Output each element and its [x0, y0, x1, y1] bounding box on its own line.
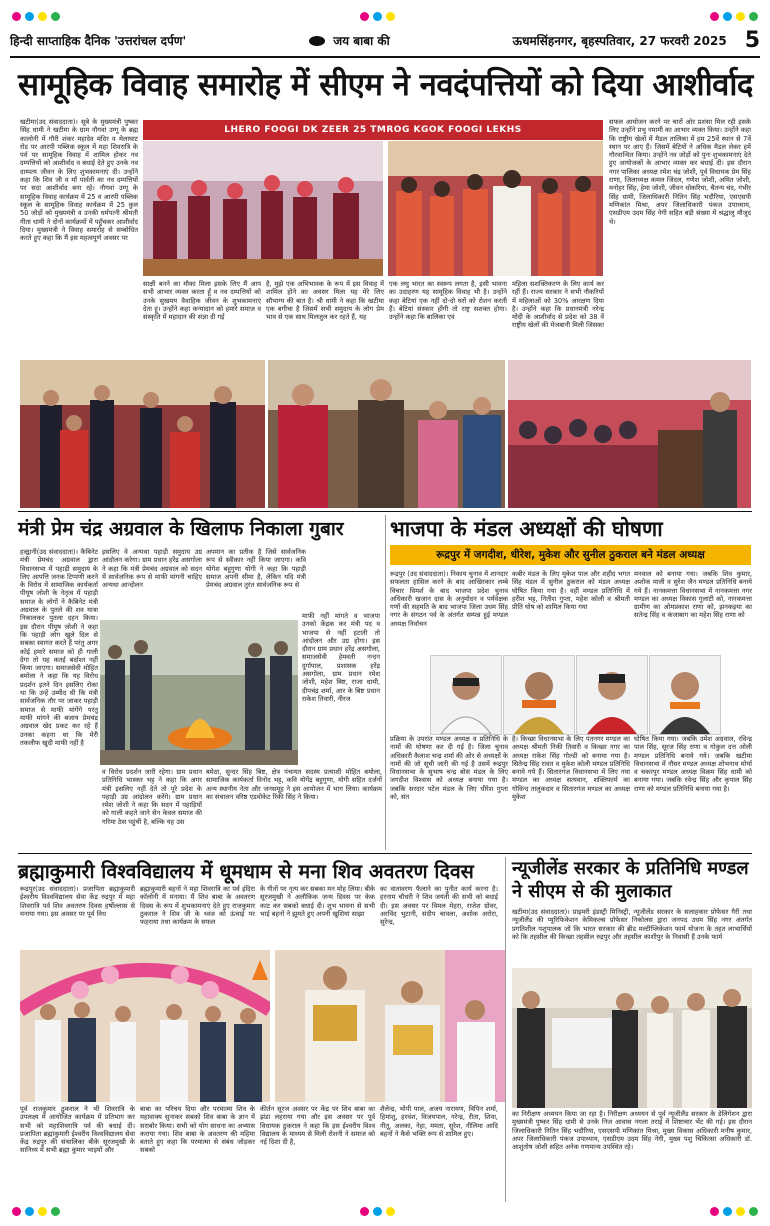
- story1-photo-banner: LHERO FOOGI DK ZEER 25 TMROG KGOK FOOGI LEKHS: [143, 120, 603, 140]
- logo-icon: [309, 36, 325, 46]
- story2-column-1: हल्द्वानी(उद संवाददाता)। कैबिनेट मंत्री प्रेमचंद अग्रवाल द्वारा विधानसभा में पहाड़ी समुदाय के लिए आपत्ति जनक टिप्पणी करने के विरोध में सामाजिक कार्यकर्ता पीयूष जोशी के नेतृत्व में पहाड़ी समाज के लोगों ने कैबिनेट मंत्री अग्रवाल के पुतले की शव यात्रा निकालकर पुतला दहन किया। इस दौरान पीयूष जोशी ने कहा कि पहाड़ी लोग खुले दिल से सबका स्वागत करते हैं परंतु अगर कोई हमारे समाज को ही गाली देगा तो यह कतई बर्दाश्त नहीं किया जाएगा। समाजसेवी मोहित बमोला ने कहा कि यह विरोध प्रदर्शन इतने दिन इसलिए रोका था कि उन्हें उम्मीद थी कि मंत्री सार्वजनिक तौर पर जाकर पहाड़ी समाज से माफी मांगेंगे परंतु माफी मांगने की बजाय प्रेमचंद्र अग्रवाल खेद प्रकट कर रहे हैं उनका कहना था कि मेरी तकलीफ खुदी माफी नहीं है: [20, 548, 98, 747]
- story4-column-3: के गीतों पर नृत्य कर सबका मन मोह लिया। बीके सूरजमुखी ने अलौकिक जन्म दिवस पर केक काट कर सबको बधाई दी। शुभ भावना से सभी भाई बहनों ने झूमते हुए अपनी खुशियां साझा: [260, 885, 375, 918]
- yellow-dot: [38, 1207, 47, 1216]
- newzealand-delegation-photo: [512, 968, 752, 1108]
- story1-headline: सामूहिक विवाह समारोह में सीएम ने नवदंपत्तियों को दिया आशीर्वाद: [18, 67, 753, 103]
- cyan-dot: [723, 1207, 732, 1216]
- magenta-dot: [360, 1207, 369, 1216]
- story2-column-3b: माफी नहीं मांगते व भाजपा उनको केंद्रक कर मंत्री पद व भाजपा से नहीं हटाती तो आंदोलन और उग्र होगा। इस दौरान ग्राम प्रधान हरेंद्र असगोला, समाजसेवी हेमवती नन्दन दुर्गापाल, प्रशासक हरेंद्र असगोला, ग्राम प्रधान रमेश जोशी, महेश बिष्ट, राजा धामी, दीपचंद्र शर्मा, आर के बिष्ट प्रधान राकेश तिवारी, नीरज: [302, 612, 380, 703]
- section-divider-1: [18, 511, 752, 512]
- color-registration-dots-bottom-center: [360, 1207, 395, 1216]
- wedding-photo-left: [143, 141, 383, 276]
- yellow-dot: [736, 1207, 745, 1216]
- color-registration-dots-top-center: [360, 12, 395, 21]
- page-number: 5: [744, 27, 760, 53]
- story2-headline: मंत्री प्रेम चंद्र अग्रवाल के खिलाफ निकाला गुबार: [18, 518, 344, 540]
- story1-column-1: खटीमा(उद संवाददाता)। सूबे के मुख्यमंत्री पुष्कर सिंह धामी ने खटीमा के ग्राम नौगवां उग्गू के ब्रह्म कालोनी में गौरी शंकर महादेव मंदिर व मेलाघाट रोड पर आरपी पब्लिक स्कूल में महा शिवरात्रि के पर्व पर सामूहिक विवाह में शामिल होकर नव दम्पत्तियों को आशीर्वाद व बधाई देते हुए उनके नव दाम्पत्य जीवन के लिए शुभकामनाएं दी। उन्होंने कहा कि शिव जी व माँ पार्वती का नव दम्पत्तियों पर सदा आशीर्वाद बना रहे। नौगवां उग्गू के सामूहिक विवाह कार्यक्रम में 25 व आरपी पब्लिक स्कूल के सामूहिक विवाह कार्यक्रम में 25 कुल 50 जोड़ों को मुख्यमंत्री व उनकी धर्मपत्नी श्रीमती गीता धामी ने दोनों कार्यक्रमों में पहुँचकर आशीर्वाद दिया। मुख्यमंत्री ने विवाह समारोह से सम्बोधित करते हुए कहा कि मैं इस महत्वपूर्ण अवसर पर: [20, 118, 138, 243]
- story1-column-5: महिला सशक्तिकरण के लिए कार्य कर रहीं हैं। राज्य सरकार ने सभी नौकरियों में महिलाओं को 30% आरक्षण दिया है। उन्होंने कहा कि प्रधानमंत्री नरेन्द्र मोदी के आशीर्वाद से प्रदेश को 38 वें राष्ट्रीय खेलों की मेजबानी मिली जिसका: [512, 280, 604, 330]
- story2-column-3: अपमान का प्रतीक है जिसे सार्वजनिक रूप से स्वीकार नहीं किया जाएगा। कवि योगेश बहुगुणा योगी ने कहा कि पहाड़ी समाज अपनी सीमा है, लेकिन यदि मंत्री प्रेमचंद अग्रवाल तुरंत सार्वजनिक रूप से: [206, 548, 306, 590]
- masthead-slogan: जय बाबा की: [333, 33, 390, 48]
- story3-headline: भाजपा के मंडल अध्यक्षों की घोषणा: [390, 517, 663, 541]
- story5-column-2: का निरीक्षण अध्ययन किया जा रहा है। निरीक्षण अध्ययन से पूर्व न्यूजीलैंड सरकार के डेलिगेशन द्वारा मुख्यमंत्री पुष्कर सिंह धामी से उनके निज आवास नगला तराई में शिष्टाचार भेंट की गई। इस दौरान जिलाधिकारी नितिन सिंह भदौरिया, एसएसपी मणिकांत मिश्रा, मुख्य विकास अधिकारी मनीष कुमार, अपर जिलाधिकारी पंकज उपाध्याय, एसडीएम उदम सिंह नेगी, मुख्य पशु चिकित्सा अधिकारी डॉ. आशुतोष जोशी सहित अनेक गणमान्य उपस्थित रहे।: [512, 1110, 752, 1152]
- masthead-center: [186, 32, 513, 49]
- color-registration-dots-bottom-left: [12, 1207, 60, 1216]
- cm-speech-photo: [508, 360, 751, 508]
- cyan-dot: [373, 12, 382, 21]
- effigy-protest-photo: [100, 620, 298, 765]
- cyan-dot: [25, 1207, 34, 1216]
- yellow-dot: [736, 12, 745, 21]
- cm-blessing-photo-2: [268, 360, 505, 508]
- story3-column-3: मनवाल को बनाया गया। जबकि शिव कुमार, अशोक माली व सुरेश जैन मण्डल प्रतिनिधि बनाये गये हैं। नानकमत्ता विधानसभा में नानकमत्ता नगर मण्डल का अध्यक्ष विकास गुलाटी को, नानकमत्ता ग्रामीण का ओमप्रकाश राणा को, झनकइया का सतेन्द्र सिंह व कंजाबाग का महेश सिंह राणा को: [634, 570, 752, 620]
- certificate-presentation-photo: [275, 950, 505, 1102]
- yellow-dot: [386, 1207, 395, 1216]
- story4-column-2: ब्रह्माकुमारी बहनों ने महा शिवरात्रि का पर्व इंदिरा कॉलोनी में मनाया। मैं शिव बाबा के अवतरण दिवस के रूप में शुभकामनाएं देते हुए राजकुमार ठुकराल ने शिव जी के ध्वज को ऊंचाई पर फहराया तथा कार्यक्रम के सफल: [140, 885, 255, 927]
- cm-blessing-photo-1: [20, 360, 265, 508]
- green-dot: [51, 12, 60, 21]
- color-registration-dots-top-left: [12, 12, 60, 21]
- cyan-dot: [25, 12, 34, 21]
- green-dot: [749, 12, 758, 21]
- mandal-president-portrait-4: [649, 655, 721, 735]
- story5-headline: न्यूजीलेंड सरकार के प्रतिनिधि मण्डल ने सीएम से की मुलाकात: [512, 858, 749, 902]
- green-dot: [749, 1207, 758, 1216]
- masthead-rule: [10, 56, 760, 58]
- story3-subhead: रूद्रपुर में जगदीश, धीरेश, मुकेश और सुनील ठुकराल बने मंडल अध्यक्ष: [390, 545, 751, 565]
- story1-column-4: एक लघु भारत का स्वरूप लगता है, इसी भावना का उदाहरण यह सामूहिक विवाह भी है। उन्होंने कहा बेटियां एक नहीं दो-दो घरों को रोशन करती हैं। बेटियां संस्कार होंगी तो राष्ट्र सशक्त होगा। उन्होंने कहा कि बालिका एवं: [389, 280, 507, 322]
- yellow-dot: [386, 12, 395, 21]
- masthead: [10, 28, 760, 52]
- shiv-jayanti-celebration-photo: [20, 950, 270, 1102]
- story2-column-3c: बमेठा, सुन्दर सिंह बिष्ट, क्षेत्र पंचायत सदस्य प्रत्याशी मोहित बमोला, सामाजिक कार्यकर्ता विनोद भट्ट, कवि योगेंद्र बहुगुणा, योगी सहित दर्जनों अन्य स्थानीय नेता और जनसमूह ने इस आयोजन में भाग लिया। कार्यक्रम का संचालन वरिष्ठ एडवोकेट रिंकी सिंह ने किया।: [206, 768, 382, 801]
- story4-column-1: रूद्रपुर(उद संवाददाता)। प्रजापिता ब्रह्माकुमारी ईश्वरीय विश्वविद्यालय सेवा केंद्र रुद्रपुर में महा शिवरात्रि पर्व शिव अवतरण दिवस हर्षोल्लास से मनाया गया। इस अवसर पर पूर्व विध: [20, 885, 135, 918]
- story2-column-2: इसलिए वे अन्यथा पहाड़ी समुदाय उग्र आंदोलन करेगा। ग्राम प्रधान हरेंद्र असगोला ने कहा कि मंत्री प्रेमचंद अग्रवाल को सदन में सार्वजनिक रूप से माफी मांगनी चाहिए अन्यथा आन्दोलन: [102, 548, 202, 590]
- mandal-president-portrait-2: [503, 655, 575, 735]
- green-dot: [51, 1207, 60, 1216]
- column-divider-2: [505, 857, 506, 1202]
- color-registration-dots-bottom-right: [710, 1207, 758, 1216]
- story4-column-3b: कीर्तन सूरज अवसर पर केंद्र पर शिव बाबा का झंडा लहराया गया और इस अवसर पर पूर्व विधायक ठुकराल ने कहा कि इस ईश्वरीय विश्व विद्यालय के माध्यम से मिली रोशनी ने समाज को नई दिशा दी है,: [260, 1105, 375, 1147]
- story4-column-2b: बाबा का परिचय दिया और परमात्मा शिव के महावाक्य सुनाकर सबको शिव बाबा के ज्ञान में सराबोर किया। सभी को योग साधना का अभ्यास कराया गया। शिव बाबा के अवतरण की महिमा बताते हुए कहा कि परमात्मा से संबंध जोड़कर सबको: [140, 1105, 255, 1155]
- yellow-dot: [38, 12, 47, 21]
- magenta-dot: [710, 12, 719, 21]
- magenta-dot: [12, 12, 21, 21]
- column-divider: [385, 515, 386, 850]
- mandal-president-portrait-3: [576, 655, 648, 735]
- story2-column-2b: व विरोध प्रदर्शन जारी रहेगा। ग्राम प्रधान प्रतिनिधि भास्कर भट्ट ने कहा कि अगर मंत्री इसलिए नहीं देते तो पूरे प्रदेश के पहाड़ी उग्र आंदोलन करेंगे। ग्राम प्रधान रमेश जोशी ने कहा कि सदन में पहाड़ियों को गाली कहते जाने सेन केवल समाज की गरिमा ठेस पहुंची है, बल्कि यह उस: [102, 768, 202, 826]
- masthead-title: हिन्दी साप्ताहिक दैनिक 'उत्तरांचल दर्पण': [10, 33, 187, 48]
- story1-column-2: साक्षी बनने का मौका मिला इसके लिए मैं आप सभी आभार व्यक्त करता हूँ व नव दम्पत्तियों को उनके सुखमय वैवाहिक जीवन के शुभकामनाएं देता हूं। उन्होंने कहा कन्यादान को हमारे समाज व संस्कृति में महादान की संज्ञा दी गई: [143, 280, 261, 322]
- story1-column-3: है, मुझे एक अभिभावक के रूप में इस विवाह में शामिल होने का अवसर मिला यह मेरे लिए सौभाग्य की बात है। श्री धामी ने कहा कि खटीमा एक बगीचा है जिसमें सभी समुदाय के लोग प्रेम भाव से एक साथ मिलजुल कर रहते हैं, यह: [266, 280, 384, 322]
- story4-headline: ब्रह्माकुमारी विश्वविद्यालय में धूमधाम से मना शिव अवतरण दिवस: [18, 860, 474, 883]
- magenta-dot: [12, 1207, 21, 1216]
- wedding-photo-right: [388, 141, 603, 276]
- section-divider-2: [18, 853, 752, 854]
- story5-column-1: खटीमा(उद संवाददाता)। प्राइमरी इंडस्ट्री मिनिस्ट्री, न्यूजीलेंड सरकार के सलाहकार प्रोफेसर गैरी तथा न्यूजीलैंड की प्यूरिफिकेशन केमिकल्स प्रोफेसर निकोलस द्वारा जनपद उधम सिंह नगर अंतर्गत प्रगतिशील पशुपालक जो कि भारत सरकार की ब्रीड मल्टीप्लिकेशन फार्म योजना के तहत लाभार्थियों को कि तहसील की किच्छा तहसील रुद्रपुर और तहसील काशीपुर के निवासी हैं उनके फार्म: [512, 908, 752, 941]
- story4-column-4b: शैलेन्द्र, भोपी पाल, अजय नारायण, विपिन शर्मा, हिमांशु, हरवंश, विजयपाल, नरेन्द्र, रीता, शिवा, नीतू, अलका, नेहा, ममता, सुरेश, नीलिमा आदि बहनों ने कैसे भक्ति रूप से शामिल हुए।: [380, 1105, 498, 1138]
- story1-column-6: सफल आयोजन करने पर चारों ओर प्रशंसा मिल रही इसके लिए उन्होंने प्रभु नमामी का आभार व्यक्त किया। उन्होंने कहा कि राष्ट्रीय खेलों में मैडल तालिका में हम 25वें स्थान से 7वें स्थान पर आए हैं। जिसमें बेटियों ने अधिक मैडल लेकर हमें गौरवान्वित किया। उन्होंने नव जोड़ों को पुनः शुभकामनाएं देते हुए आयोजकों के आभार व्यक्त कर बधाई दी। इस दौरान नगर पालिका अध्यक्ष रमेश चंद्र जोशी, पूर्व विधायक प्रेम सिंह राणा, जिलाध्यक्ष कमल जिंदल, गणेश जोशी, अमित जोशी, मनोहर सिंह, हेमा जोशी, जीवन धोकरिया, चैतन्य चंद, गंभीर सिंह धामी, जिलाधिकारी नितिन सिंह भदौरिया, एसएसपी मणिकांत मिश्रा, अपर जिलाधिकारी पंकज उपाध्याय, एसडीएम उदम सिंह नेगी सहित बड़ी संख्या में श्रद्धालु मौजूद थे।: [609, 118, 751, 226]
- masthead-dateline: ऊधमसिंहनगर, बृहस्पतिवार, 27 फरवरी 2025: [512, 33, 727, 48]
- story3-column-1b: प्रक्रिया के उपरांत मण्डल अध्यक्ष व प्रतिनिधि के नामों की घोषणा कर दी गई है। जिला चुनाव अधिकारी कैलाश चन्द्र शर्मा की ओर से अध्यक्षों के नामों की जो सूची जारी की गई है उसमें रूद्रपुर विधानसभा के सुभाष चन्द्र बोस मंडल के लिए जगदीश विश्वास को अध्यक्ष बनाया गया है। जबकि सरदार पटेल मंडल के लिए धीरेश गुप्ता को, संत: [390, 735, 508, 802]
- cyan-dot: [723, 12, 732, 21]
- color-registration-dots-top-right: [710, 12, 758, 21]
- mandal-president-portrait-1: [430, 655, 502, 735]
- cyan-dot: [373, 1207, 382, 1216]
- story3-column-2: कबीर मंडल के लिए मुकेश पाल और शहीद भगत सिंह मंडल में सुनील ठुकराल को मंडल अध्यक्ष घोषित किया गया है। वहीं मण्डल प्रतिनिधि में हरीश भट्ट, नितीश गुप्ता, महेश कोली व श्रीमती प्रीति घोष को शामिल किया गया: [512, 570, 630, 612]
- magenta-dot: [710, 1207, 719, 1216]
- story3-column-3b: घोषित किया गया। जबकि उमेश अग्रवाल, रविन्द्र पाल सिंह, सूरज सिंह राणा व गोकुल दत्त ओली मण्डल प्रतिनिधि बनाये गये। जबकि खटीमा विधानसभा में नौसर मण्डल अध्यक्ष शोभनाथ मोर्या व चकरपुर मण्डल अध्यक्ष विक्रम सिंह धामी को बनाया गया। जबकि रवेन्द्र सिंह और कृपाल सिंह राणा को मण्डल प्रतिनिधि बनाया गया है।: [634, 735, 752, 793]
- story4-column-4: का वातावरण फैलाने का पुनीत कार्य करना है। हरनाम चौधरी ने शिव जयंती की सभी को बधाई दी। इस अवसर पर विमल मेहरा, राजेश ग्रोवर, अरविंद भुटानी, संदीप चावला, अशोक अरोरा, सुरेन्द्र,: [380, 885, 498, 927]
- story3-column-1: रूद्रपुर (उद संवाददाता)। निकाय चुनाव में शानदार सफलता हासिल करने के बाद आखिरकार लम्बे विचार विमर्श के बाद भाजपा प्रदेश चुनाव अधिकारी खजान दास के अनुमोदन व पर्यवेक्षक गणों की सहमति के बाद भाजपा जिला उधम सिंह नगर के संगठन पर्व के अंतर्गत सम्पन्न हुई मण्डल अध्यक्ष निर्वाचन: [390, 570, 508, 628]
- story3-column-2b: है। किच्छा विधानसभा के लिए पंतनगर मण्डल का अध्यक्ष श्रीमती निकी तिवारी व किच्छा नगर का अध्यक्ष राकेश सिंह गोल्डी को बनाया गया है। सितेन्द्र सिंह रावत व मुकेश कोली मण्डल प्रतिनिधि बनाये गये हैं। सितारगंज विधानसभा में लिए नया मण्डल का अध्यक्ष सत्यवान, शक्तिफार्म का गोविन्द तालुकदार व सितारगंज मण्डल का अध्यक्ष मुकेश: [512, 735, 630, 802]
- magenta-dot: [360, 12, 369, 21]
- story4-column-1b: पूर्व राजकुमार ठुकराल ने भी शिवरात्रि के उपलक्ष्य में आयोजित कार्यक्रम में प्रतिभाग कर सभी को महाशिवरात्रि पर्व की बधाई दी। प्रजापिता ब्रह्माकुमारी ईश्वरीय विश्वविद्यालय सेवा केंद्र रुद्रपुर की संचालिका बीके सूरजमुखी के सानिध्य में सभी ब्रह्मा कुमार भाइयों और: [20, 1105, 135, 1155]
